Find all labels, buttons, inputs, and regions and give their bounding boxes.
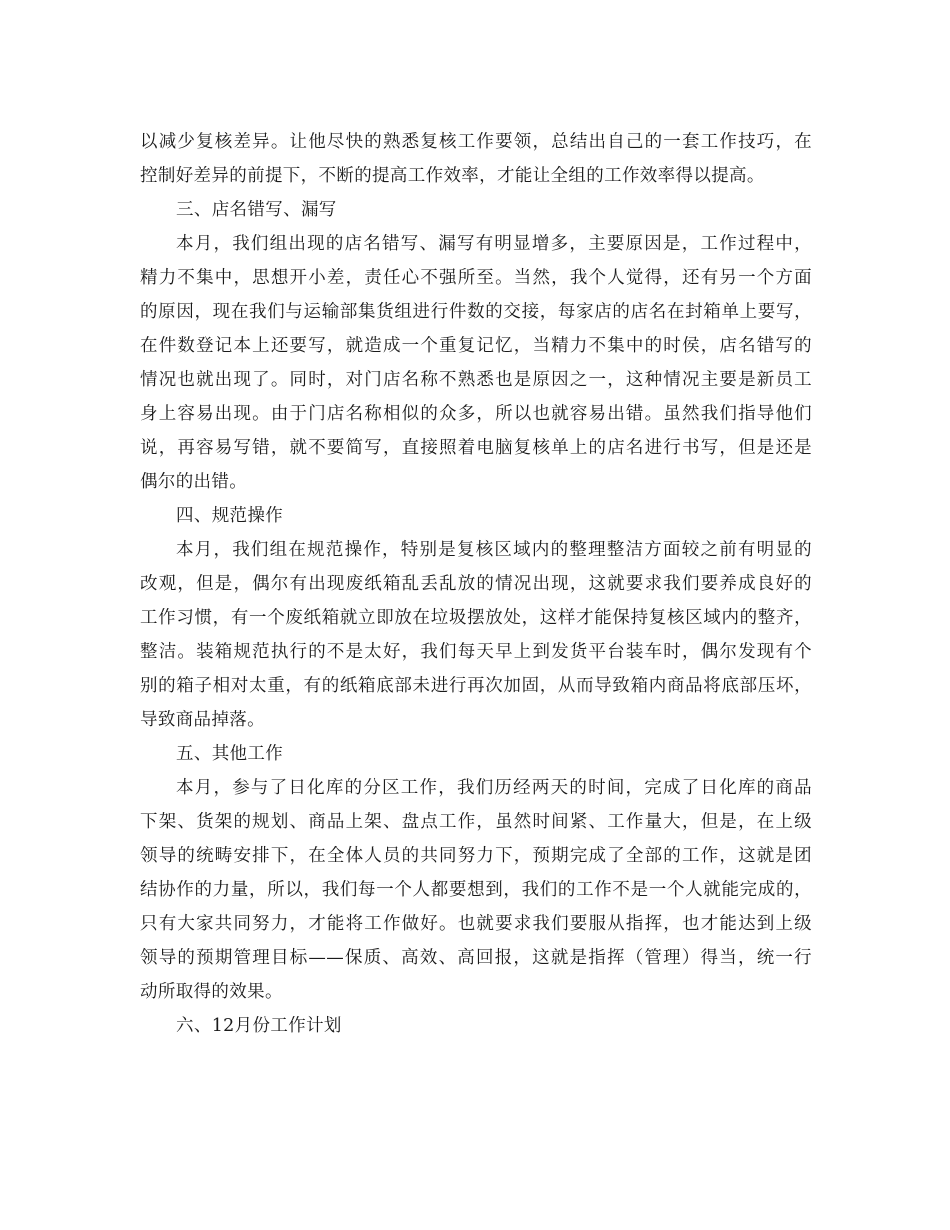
heading-text: 四、规范操作 — [176, 506, 284, 526]
paragraph-line: 动所取得的效果。 — [140, 982, 283, 1002]
paragraph-line: 工作习惯，有一个废纸箱就立即放在垃圾摆放处，这样才能保持复核区域内的整齐， — [140, 608, 812, 628]
paragraph-line: 在件数登记本上还要写，就造成一个重复记忆，当精力不集中的时侯，店名错写的 — [140, 336, 812, 356]
body-paragraph — [140, 125, 812, 193]
body-paragraph — [140, 533, 812, 737]
paragraph-line: 结协作的力量，所以，我们每一个人都要想到，我们的工作不是一个人就能完成的， — [140, 880, 812, 900]
body-paragraph — [140, 771, 812, 1009]
paragraph-line: 精力不集中，思想开小差，责任心不强所至。当然，我个人觉得，还有另一个方面 — [140, 268, 812, 288]
paragraph-line: 控制好差异的前提下，不断的提高工作效率，才能让全组的工作效率得以提高。 — [140, 166, 765, 186]
paragraph-line: 情况也就出现了。同时，对门店名称不熟悉也是原因之一，这种情况主要是新员工 — [140, 370, 812, 390]
body-paragraph — [140, 227, 812, 499]
paragraph-line: 以减少复核差异。让他尽快的熟悉复核工作要领，总结出自己的一套工作技巧，在 — [140, 132, 812, 152]
paragraph-line: 下架、货架的规划、商品上架、盘点工作，虽然时间紧、工作量大，但是，在上级 — [140, 812, 812, 832]
paragraph-line: 偶尔的出错。 — [140, 472, 248, 492]
section-heading — [140, 737, 812, 771]
section-heading — [140, 499, 812, 533]
paragraph-line: 身上容易出现。由于门店名称相似的众多，所以也就容易出错。虽然我们指导他们 — [140, 404, 812, 424]
section-heading — [140, 1009, 812, 1043]
paragraph-line: 本月，参与了日化库的分区工作，我们历经两天的时间，完成了日化库的商品 — [176, 778, 812, 798]
document-body — [140, 125, 812, 1043]
paragraph-line: 的原因，现在我们与运输部集货组进行件数的交接，每家店的店名在封箱单上要写， — [140, 302, 812, 322]
paragraph-line: 本月，我们组出现的店名错写、漏写有明显增多，主要原因是，工作过程中， — [176, 234, 812, 254]
heading-text: 六、12月份工作计划 — [176, 1016, 342, 1036]
section-heading — [140, 193, 812, 227]
paragraph-line: 领导的预期管理目标——保质、高效、高回报，这就是指挥（管理）得当，统一行 — [140, 948, 812, 968]
paragraph-line: 导致商品掉落。 — [140, 710, 265, 730]
paragraph-line: 说，再容易写错，就不要简写，直接照着电脑复核单上的店名进行书写，但是还是 — [140, 438, 812, 458]
heading-text: 五、其他工作 — [176, 744, 284, 764]
paragraph-line: 只有大家共同努力，才能将工作做好。也就要求我们要服从指挥，也才能达到上级 — [140, 914, 812, 934]
paragraph-line: 改观，但是，偶尔有出现废纸箱乱丢乱放的情况出现，这就要求我们要养成良好的 — [140, 574, 812, 594]
paragraph-line: 领导的统畴安排下，在全体人员的共同努力下，预期完成了全部的工作，这就是团 — [140, 846, 812, 866]
paragraph-line: 别的箱子相对太重，有的纸箱底部未进行再次加固，从而导致箱内商品将底部压坏， — [140, 676, 812, 696]
paragraph-line: 整洁。装箱规范执行的不是太好，我们每天早上到发货平台装车时，偶尔发现有个 — [140, 642, 812, 662]
paragraph-line: 本月，我们组在规范操作，特别是复核区域内的整理整洁方面较之前有明显的 — [176, 540, 812, 560]
heading-text: 三、店名错写、漏写 — [176, 200, 337, 220]
